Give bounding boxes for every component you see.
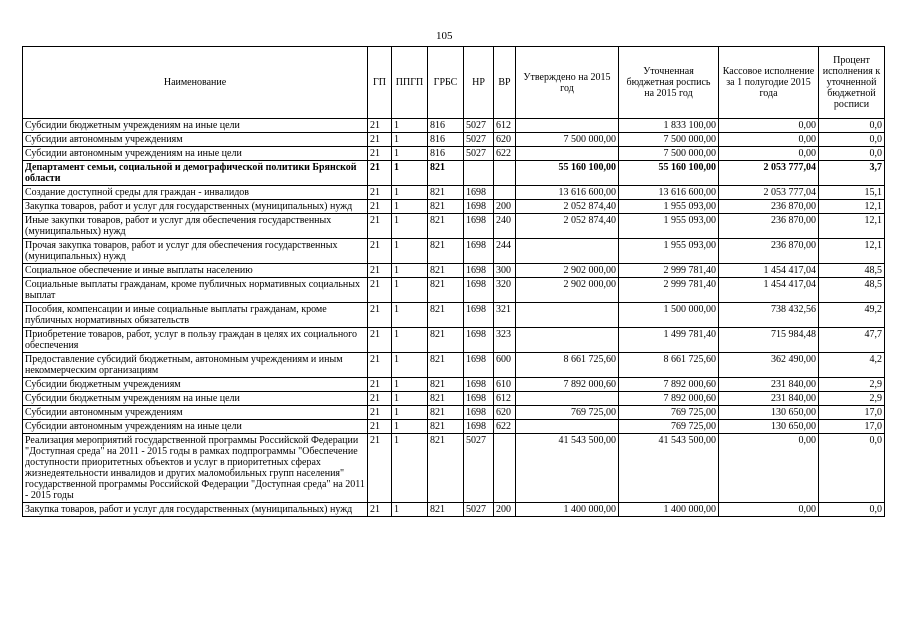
- cell-refined: 2 999 781,40: [619, 264, 719, 278]
- cell-approved: [516, 119, 619, 133]
- cell-vr: 612: [494, 392, 516, 406]
- cell-name: Прочая закупка товаров, работ и услуг для обеспечения государственных (муниципальных) нужд: [23, 239, 368, 264]
- table-row: [23, 200, 885, 214]
- cell-cash: 715 984,48: [719, 328, 819, 353]
- cell-gp: 21: [368, 406, 392, 420]
- cell-grbs: 821: [428, 503, 464, 517]
- cell-refined: 1 955 093,00: [619, 200, 719, 214]
- cell-percent: 0,0: [819, 503, 885, 517]
- cell-vr: [494, 161, 516, 186]
- cell-approved: 13 616 600,00: [516, 186, 619, 200]
- cell-np: 1698: [464, 353, 494, 378]
- cell-gp: 21: [368, 503, 392, 517]
- cell-ppgp: 1: [392, 147, 428, 161]
- cell-grbs: 821: [428, 264, 464, 278]
- cell-cash: 1 454 417,04: [719, 278, 819, 303]
- cell-cash: 738 432,56: [719, 303, 819, 328]
- cell-grbs: 816: [428, 147, 464, 161]
- cell-name: Пособия, компенсации и иные социальные выплаты гражданам, кроме публичных нормативных обязательств: [23, 303, 368, 328]
- cell-grbs: 821: [428, 378, 464, 392]
- cell-name: Приобретение товаров, работ, услуг в пользу граждан в целях их социального обеспечения: [23, 328, 368, 353]
- cell-cash: 1 454 417,04: [719, 264, 819, 278]
- cell-vr: 620: [494, 133, 516, 147]
- cell-vr: 600: [494, 353, 516, 378]
- budget-table: [22, 46, 885, 517]
- cell-refined: 1 833 100,00: [619, 119, 719, 133]
- cell-name: Департамент семьи, социальной и демографической политики Брянской области: [23, 161, 368, 186]
- cell-gp: 21: [368, 239, 392, 264]
- cell-ppgp: 1: [392, 161, 428, 186]
- header-row: [23, 47, 885, 119]
- cell-gp: 21: [368, 278, 392, 303]
- cell-refined: 769 725,00: [619, 406, 719, 420]
- header-percent: Процент исполнения к уточненной бюджетной росписи: [819, 47, 885, 119]
- cell-name: Предоставление субсидий бюджетным, автономным учреждениям и иным некоммерческим организациям: [23, 353, 368, 378]
- cell-np: 1698: [464, 328, 494, 353]
- header-grbs: ГРБС: [428, 47, 464, 119]
- cell-approved: [516, 328, 619, 353]
- cell-grbs: 821: [428, 392, 464, 406]
- header-vr: ВР: [494, 47, 516, 119]
- cell-gp: 21: [368, 392, 392, 406]
- cell-vr: [494, 186, 516, 200]
- cell-np: 1698: [464, 406, 494, 420]
- table-row: [23, 378, 885, 392]
- cell-approved: 7 892 000,60: [516, 378, 619, 392]
- header-ppgp: ППГП: [392, 47, 428, 119]
- header-np: НР: [464, 47, 494, 119]
- cell-name: Субсидии автономным учреждениям на иные цели: [23, 147, 368, 161]
- cell-cash: 236 870,00: [719, 200, 819, 214]
- cell-cash: 236 870,00: [719, 214, 819, 239]
- cell-refined: 1 400 000,00: [619, 503, 719, 517]
- cell-ppgp: 1: [392, 119, 428, 133]
- cell-ppgp: 1: [392, 200, 428, 214]
- cell-name: Закупка товаров, работ и услуг для государственных (муниципальных) нужд: [23, 200, 368, 214]
- cell-vr: 620: [494, 406, 516, 420]
- table-row: [23, 406, 885, 420]
- cell-percent: 2,9: [819, 378, 885, 392]
- cell-percent: 12,1: [819, 200, 885, 214]
- cell-name: Реализация мероприятий государственной программы Российской Федерации "Доступная среда" на 2011 - 2015 годы в рамках подпрограммы "Обеспечение доступности приоритетных объектов и услуг в приоритетных сферах жизнедеятельности инвалидов и других маломобильных групп населения" государственной программы Российской Федерации "Доступная среда" на 2011 - 2015 годы: [23, 434, 368, 503]
- cell-approved: [516, 239, 619, 264]
- cell-name: Субсидии бюджетным учреждениям на иные цели: [23, 119, 368, 133]
- header-refined: Уточненная бюджетная роспись на 2015 год: [619, 47, 719, 119]
- cell-ppgp: 1: [392, 186, 428, 200]
- table-row: [23, 161, 885, 186]
- cell-percent: 0,0: [819, 434, 885, 503]
- table-row: [23, 186, 885, 200]
- table-row: [23, 353, 885, 378]
- cell-ppgp: 1: [392, 378, 428, 392]
- cell-cash: 236 870,00: [719, 239, 819, 264]
- table-body: [23, 119, 885, 517]
- cell-np: 5027: [464, 147, 494, 161]
- cell-percent: 47,7: [819, 328, 885, 353]
- cell-percent: 48,5: [819, 264, 885, 278]
- cell-refined: 7 500 000,00: [619, 133, 719, 147]
- table-row: [23, 328, 885, 353]
- table-row: [23, 392, 885, 406]
- cell-refined: 7 892 000,60: [619, 378, 719, 392]
- cell-name: Создание доступной среды для граждан - инвалидов: [23, 186, 368, 200]
- cell-approved: 1 400 000,00: [516, 503, 619, 517]
- cell-ppgp: 1: [392, 503, 428, 517]
- cell-grbs: 821: [428, 186, 464, 200]
- cell-cash: 0,00: [719, 119, 819, 133]
- cell-vr: 244: [494, 239, 516, 264]
- table-row: [23, 278, 885, 303]
- cell-grbs: 821: [428, 239, 464, 264]
- cell-approved: 2 902 000,00: [516, 278, 619, 303]
- cell-name: Социальное обеспечение и иные выплаты населению: [23, 264, 368, 278]
- table-row: [23, 503, 885, 517]
- cell-approved: 55 160 100,00: [516, 161, 619, 186]
- cell-vr: 200: [494, 503, 516, 517]
- cell-approved: [516, 147, 619, 161]
- cell-vr: 200: [494, 200, 516, 214]
- cell-cash: 0,00: [719, 503, 819, 517]
- cell-approved: [516, 303, 619, 328]
- cell-ppgp: 1: [392, 353, 428, 378]
- cell-np: 1698: [464, 378, 494, 392]
- cell-refined: 7 500 000,00: [619, 147, 719, 161]
- cell-cash: 0,00: [719, 434, 819, 503]
- cell-gp: 21: [368, 147, 392, 161]
- cell-grbs: 821: [428, 353, 464, 378]
- header-approved: Утверждено на 2015 год: [516, 47, 619, 119]
- cell-name: Субсидии автономным учреждениям на иные цели: [23, 420, 368, 434]
- cell-approved: 2 902 000,00: [516, 264, 619, 278]
- cell-grbs: 821: [428, 328, 464, 353]
- cell-ppgp: 1: [392, 239, 428, 264]
- cell-refined: 13 616 600,00: [619, 186, 719, 200]
- cell-percent: 12,1: [819, 214, 885, 239]
- cell-gp: 21: [368, 434, 392, 503]
- cell-vr: 300: [494, 264, 516, 278]
- cell-approved: 769 725,00: [516, 406, 619, 420]
- cell-cash: 231 840,00: [719, 378, 819, 392]
- cell-approved: [516, 392, 619, 406]
- cell-percent: 0,0: [819, 147, 885, 161]
- cell-name: Иные закупки товаров, работ и услуг для обеспечения государственных (муниципальных) нужд: [23, 214, 368, 239]
- cell-vr: 321: [494, 303, 516, 328]
- cell-refined: 7 892 000,60: [619, 392, 719, 406]
- cell-refined: 1 499 781,40: [619, 328, 719, 353]
- cell-refined: 55 160 100,00: [619, 161, 719, 186]
- header-gp: ГП: [368, 47, 392, 119]
- page-number: 105: [436, 30, 453, 42]
- cell-vr: 323: [494, 328, 516, 353]
- table-row: [23, 420, 885, 434]
- cell-percent: 17,0: [819, 420, 885, 434]
- cell-gp: 21: [368, 200, 392, 214]
- cell-grbs: 816: [428, 119, 464, 133]
- cell-refined: 2 999 781,40: [619, 278, 719, 303]
- cell-name: Субсидии бюджетным учреждениям на иные цели: [23, 392, 368, 406]
- table-row: [23, 147, 885, 161]
- cell-cash: 130 650,00: [719, 420, 819, 434]
- cell-percent: 17,0: [819, 406, 885, 420]
- cell-grbs: 821: [428, 434, 464, 503]
- cell-refined: 1 955 093,00: [619, 239, 719, 264]
- cell-grbs: 821: [428, 161, 464, 186]
- cell-vr: 622: [494, 147, 516, 161]
- table-row: [23, 214, 885, 239]
- cell-refined: 769 725,00: [619, 420, 719, 434]
- table-row: [23, 119, 885, 133]
- cell-vr: 622: [494, 420, 516, 434]
- cell-ppgp: 1: [392, 278, 428, 303]
- cell-np: 1698: [464, 239, 494, 264]
- cell-ppgp: 1: [392, 214, 428, 239]
- cell-refined: 1 955 093,00: [619, 214, 719, 239]
- cell-percent: 4,2: [819, 353, 885, 378]
- cell-cash: 2 053 777,04: [719, 186, 819, 200]
- cell-refined: 8 661 725,60: [619, 353, 719, 378]
- header-cash: Кассовое исполнение за 1 полугодие 2015 года: [719, 47, 819, 119]
- cell-cash: 0,00: [719, 133, 819, 147]
- cell-refined: 1 500 000,00: [619, 303, 719, 328]
- cell-vr: [494, 434, 516, 503]
- cell-cash: 0,00: [719, 147, 819, 161]
- cell-gp: 21: [368, 378, 392, 392]
- cell-cash: 362 490,00: [719, 353, 819, 378]
- cell-grbs: 821: [428, 406, 464, 420]
- cell-percent: 48,5: [819, 278, 885, 303]
- table-row: [23, 434, 885, 503]
- cell-np: 5027: [464, 119, 494, 133]
- cell-refined: 41 543 500,00: [619, 434, 719, 503]
- cell-vr: 612: [494, 119, 516, 133]
- cell-np: 1698: [464, 214, 494, 239]
- cell-np: 5027: [464, 503, 494, 517]
- cell-ppgp: 1: [392, 303, 428, 328]
- cell-approved: 7 500 000,00: [516, 133, 619, 147]
- cell-np: 1698: [464, 278, 494, 303]
- cell-np: [464, 161, 494, 186]
- cell-gp: 21: [368, 161, 392, 186]
- table-row: [23, 303, 885, 328]
- cell-ppgp: 1: [392, 434, 428, 503]
- cell-approved: 8 661 725,60: [516, 353, 619, 378]
- header-name: Наименование: [23, 47, 368, 119]
- cell-gp: 21: [368, 133, 392, 147]
- table-row: [23, 264, 885, 278]
- cell-grbs: 821: [428, 278, 464, 303]
- cell-gp: 21: [368, 303, 392, 328]
- cell-name: Закупка товаров, работ и услуг для государственных (муниципальных) нужд: [23, 503, 368, 517]
- cell-grbs: 821: [428, 303, 464, 328]
- cell-approved: 2 052 874,40: [516, 200, 619, 214]
- cell-ppgp: 1: [392, 392, 428, 406]
- cell-ppgp: 1: [392, 133, 428, 147]
- cell-cash: 2 053 777,04: [719, 161, 819, 186]
- cell-np: 5027: [464, 133, 494, 147]
- cell-vr: 320: [494, 278, 516, 303]
- cell-grbs: 821: [428, 214, 464, 239]
- table-row: [23, 133, 885, 147]
- cell-grbs: 821: [428, 200, 464, 214]
- cell-np: 1698: [464, 303, 494, 328]
- cell-name: Социальные выплаты гражданам, кроме публичных нормативных социальных выплат: [23, 278, 368, 303]
- cell-percent: 2,9: [819, 392, 885, 406]
- cell-percent: 12,1: [819, 239, 885, 264]
- cell-ppgp: 1: [392, 420, 428, 434]
- cell-gp: 21: [368, 328, 392, 353]
- cell-name: Субсидии бюджетным учреждениям: [23, 378, 368, 392]
- cell-cash: 130 650,00: [719, 406, 819, 420]
- cell-vr: 610: [494, 378, 516, 392]
- cell-np: 5027: [464, 434, 494, 503]
- cell-np: 1698: [464, 264, 494, 278]
- cell-approved: 2 052 874,40: [516, 214, 619, 239]
- cell-ppgp: 1: [392, 406, 428, 420]
- cell-gp: 21: [368, 420, 392, 434]
- cell-np: 1698: [464, 186, 494, 200]
- cell-gp: 21: [368, 186, 392, 200]
- cell-cash: 231 840,00: [719, 392, 819, 406]
- cell-ppgp: 1: [392, 328, 428, 353]
- cell-percent: 3,7: [819, 161, 885, 186]
- cell-gp: 21: [368, 119, 392, 133]
- cell-vr: 240: [494, 214, 516, 239]
- cell-percent: 0,0: [819, 119, 885, 133]
- cell-gp: 21: [368, 264, 392, 278]
- cell-grbs: 816: [428, 133, 464, 147]
- cell-name: Субсидии автономным учреждениям: [23, 406, 368, 420]
- cell-np: 1698: [464, 420, 494, 434]
- cell-gp: 21: [368, 353, 392, 378]
- cell-gp: 21: [368, 214, 392, 239]
- cell-approved: 41 543 500,00: [516, 434, 619, 503]
- cell-percent: 15,1: [819, 186, 885, 200]
- cell-np: 1698: [464, 392, 494, 406]
- table-row: [23, 239, 885, 264]
- cell-percent: 49,2: [819, 303, 885, 328]
- cell-name: Субсидии автономным учреждениям: [23, 133, 368, 147]
- cell-np: 1698: [464, 200, 494, 214]
- cell-grbs: 821: [428, 420, 464, 434]
- cell-approved: [516, 420, 619, 434]
- cell-percent: 0,0: [819, 133, 885, 147]
- cell-ppgp: 1: [392, 264, 428, 278]
